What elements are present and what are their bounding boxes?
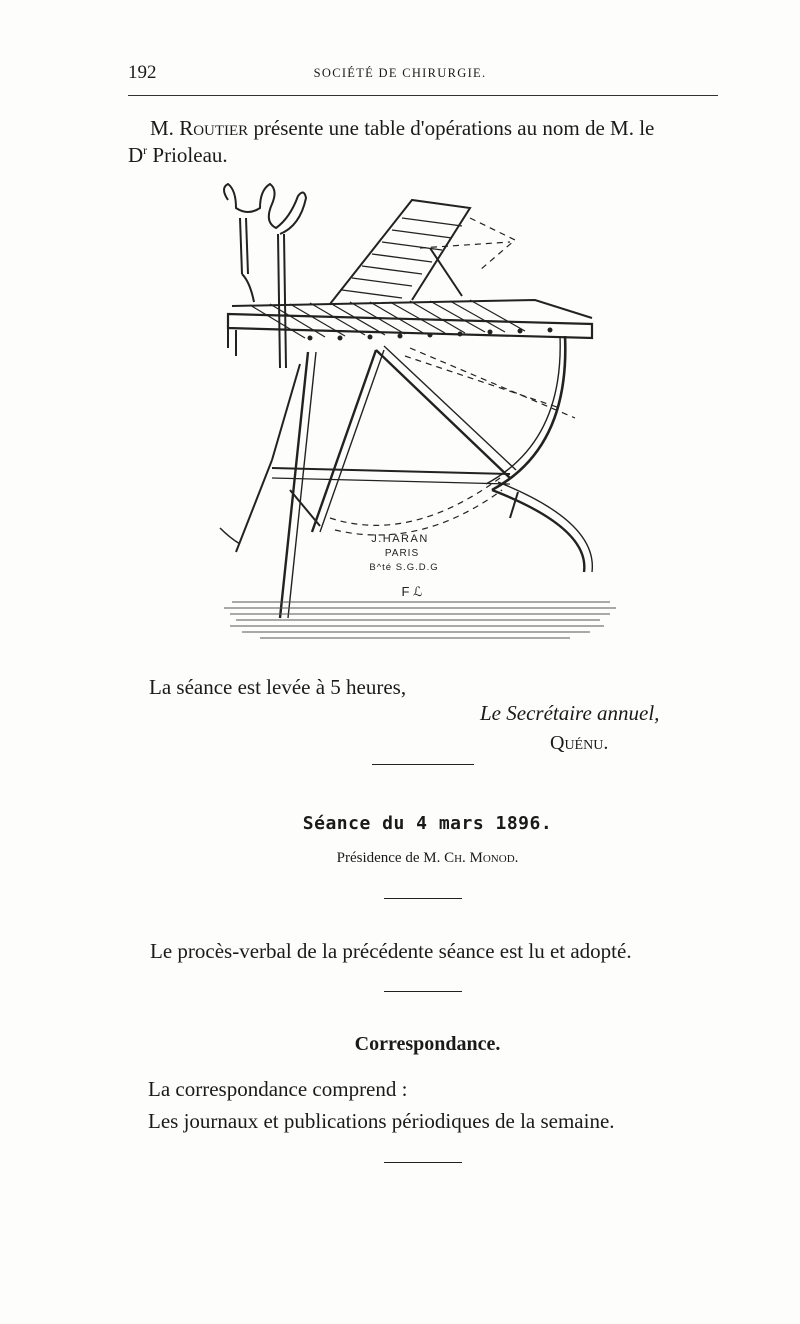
- section-divider: [372, 764, 474, 765]
- engraver-city: PARIS: [384, 548, 420, 559]
- closing-sentence: La séance est levée à 5 heures,: [149, 675, 407, 699]
- engraver-brevet: B^té S.G.D.G: [369, 562, 439, 573]
- page-number: 192: [128, 62, 157, 83]
- intro-paragraph: [150, 114, 730, 143]
- intro-prefix: M.: [150, 116, 180, 140]
- doctor-name: Prioleau.: [147, 143, 228, 167]
- section-divider: [384, 898, 462, 899]
- intro-text: présente une table d'opérations au nom de M. le: [248, 116, 655, 140]
- president-name: Ch. Monod.: [444, 850, 519, 866]
- correspondance-line-1: La correspondance comprend :: [148, 1077, 408, 1101]
- signature-name: Quénu.: [550, 732, 609, 754]
- section-divider: [384, 1162, 462, 1163]
- presidence-line: [0, 850, 800, 867]
- correspondance-line-2: Les journaux et publications périodiques de la semaine.: [148, 1109, 615, 1133]
- engraver-monogram: F ℒ: [401, 584, 423, 599]
- session-title: Séance du 4 mars 1896.: [302, 813, 553, 834]
- intro-line-2: [128, 143, 228, 168]
- correspondance-heading: Correspondance.: [354, 1033, 501, 1055]
- section-divider: [384, 991, 462, 992]
- engraver-signature: J.HARAN: [371, 533, 429, 545]
- operating-table-engraving: [180, 178, 620, 656]
- signature-title: Le Secrétaire annuel,: [480, 701, 660, 725]
- running-head: SOCIÉTÉ DE CHIRURGIE.: [313, 66, 487, 80]
- intro-name: Routier: [179, 116, 249, 140]
- doctor-title: D: [128, 143, 144, 167]
- presidence-prefix: Présidence de M.: [336, 850, 445, 866]
- doctor-title-sup: r: [143, 143, 148, 157]
- proces-verbal-paragraph: Le procès-verbal de la précédente séance est lu et adopté.: [150, 939, 632, 963]
- header-rule: [128, 95, 718, 96]
